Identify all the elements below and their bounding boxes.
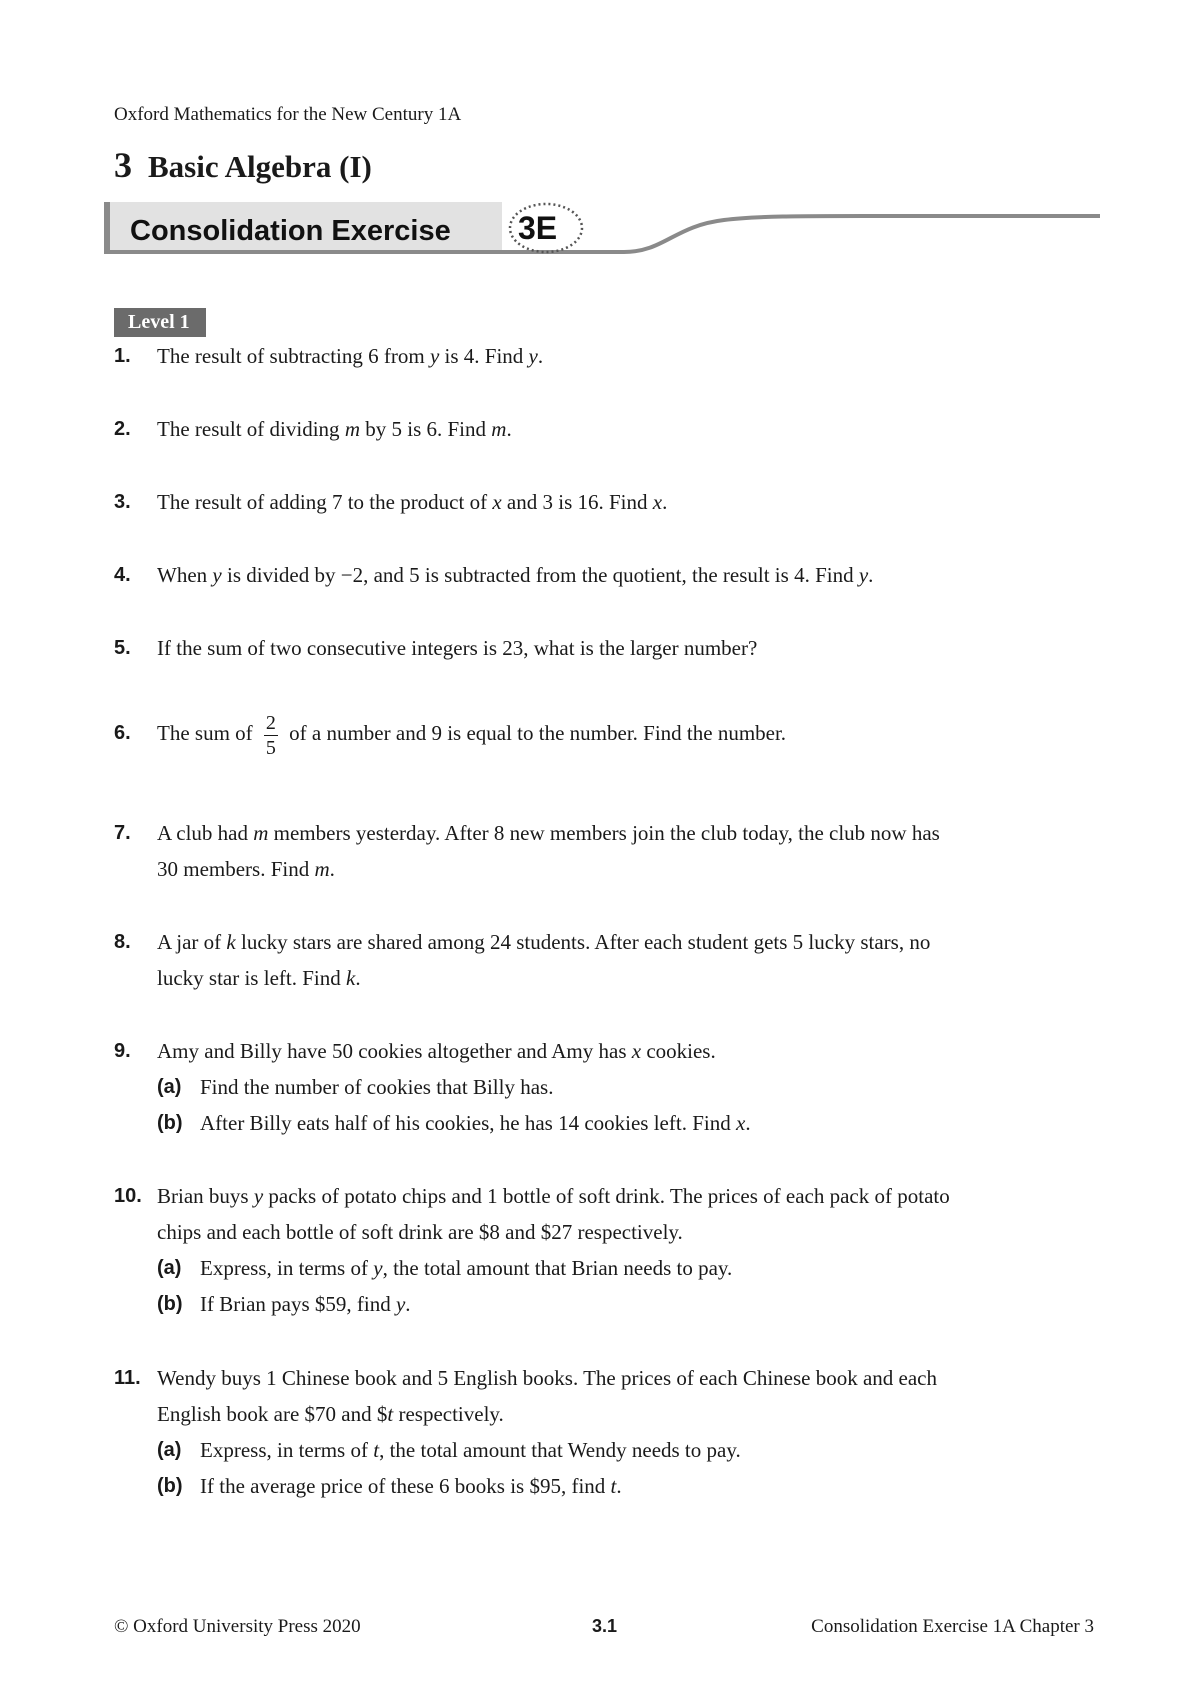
question-text: The result of adding 7 to the product of x and 3 is 16. Find x.: [157, 490, 668, 514]
question-2: [114, 411, 1094, 447]
sub-text: After Billy eats half of his cookies, he has 14 cookies left. Find x.: [200, 1111, 751, 1135]
sub-text: Express, in terms of y, the total amount that Brian needs to pay.: [200, 1256, 733, 1280]
question-number: 2.: [114, 418, 131, 440]
question-text: A club had m members yesterday. After 8 new members join the club today, the club now has: [157, 821, 940, 845]
sub-label: (b): [157, 1475, 183, 1497]
question-text: Brian buys y packs of potato chips and 1 bottle of soft drink. The prices of each pack of potato: [157, 1184, 950, 1208]
sub-text: If the average price of these 6 books is $95, find t.: [200, 1474, 622, 1498]
book-title: Oxford Mathematics for the New Century 1A: [114, 104, 462, 125]
question-text: The sum of $\frac{2}{5}$ of a number and 9 is equal to the number. Find the number.: [157, 711, 787, 759]
chapter-number: 3: [114, 145, 132, 185]
sub-question-a: [157, 1069, 1094, 1105]
chapter-heading: [114, 144, 372, 186]
sub-text: Express, in terms of t, the total amount that Wendy needs to pay.: [200, 1438, 741, 1462]
question-11: [114, 1360, 1094, 1504]
question-text: The result of subtracting 6 from y is 4. Find y.: [157, 344, 544, 368]
sub-label: (b): [157, 1293, 183, 1315]
chapter-title: Basic Algebra (I): [148, 149, 372, 184]
exercise-code: 3E: [518, 210, 558, 246]
question-9: [114, 1033, 1094, 1141]
question-number: 9.: [114, 1040, 131, 1062]
sub-label: (b): [157, 1112, 183, 1134]
sub-label: (a): [157, 1439, 182, 1461]
question-6: [114, 711, 1094, 759]
question-7: [114, 815, 1094, 887]
question-4: [114, 557, 1094, 593]
question-text: When y is divided by −2, and 5 is subtracted from the quotient, the result is 4. Find y.: [157, 563, 874, 587]
page-number: 3.1: [592, 1616, 618, 1636]
sub-question-a: [157, 1432, 1094, 1468]
question-8: [114, 924, 1094, 996]
question-text: If the sum of two consecutive integers is 23, what is the larger number?: [157, 636, 758, 660]
question-number: 11.: [114, 1367, 141, 1389]
sub-label: (a): [157, 1076, 182, 1098]
question-text-line2: chips and each bottle of soft drink are $8 and $27 respectively.: [157, 1220, 683, 1244]
question-number: 7.: [114, 822, 131, 844]
sub-question-b: [157, 1468, 1094, 1504]
question-text: Amy and Billy have 50 cookies altogether and Amy has x cookies.: [157, 1039, 716, 1063]
question-number: 10.: [114, 1185, 142, 1207]
question-text: The result of dividing m by 5 is 6. Find m.: [157, 417, 512, 441]
question-number: 1.: [114, 345, 131, 367]
sub-question-a: [157, 1250, 1094, 1286]
sub-text: Find the number of cookies that Billy has.: [200, 1075, 554, 1099]
question-5: [114, 630, 1094, 666]
question-number: 3.: [114, 491, 131, 513]
question-number: 5.: [114, 637, 131, 659]
footer-reference: Consolidation Exercise 1A Chapter 3: [811, 1616, 1094, 1637]
question-number: 4.: [114, 564, 131, 586]
question-text-line2: lucky star is left. Find k.: [157, 966, 361, 990]
question-3: [114, 484, 1094, 520]
question-text-line2: 30 members. Find m.: [157, 857, 335, 881]
question-number: 6.: [114, 722, 131, 744]
question-number: 8.: [114, 931, 131, 953]
question-text: A jar of k lucky stars are shared among 24 students. After each student gets 5 lucky stars, no: [157, 930, 931, 954]
question-10: [114, 1178, 1094, 1322]
banner-title: Consolidation Exercise: [130, 215, 451, 247]
question-text-line2: English book are $70 and $t respectively.: [157, 1402, 504, 1426]
question-1: [114, 338, 1094, 374]
question-text: Wendy buys 1 Chinese book and 5 English books. The prices of each Chinese book and each: [157, 1366, 938, 1390]
fraction: $\frac{2}{5}$: [265, 711, 276, 759]
sub-question-b: [157, 1105, 1094, 1141]
sub-label: (a): [157, 1257, 182, 1279]
copyright: © Oxford University Press 2020: [114, 1616, 361, 1637]
sub-question-b: [157, 1286, 1094, 1322]
level-label: Level 1: [114, 308, 206, 337]
sub-text: If Brian pays $59, find y.: [200, 1292, 411, 1316]
